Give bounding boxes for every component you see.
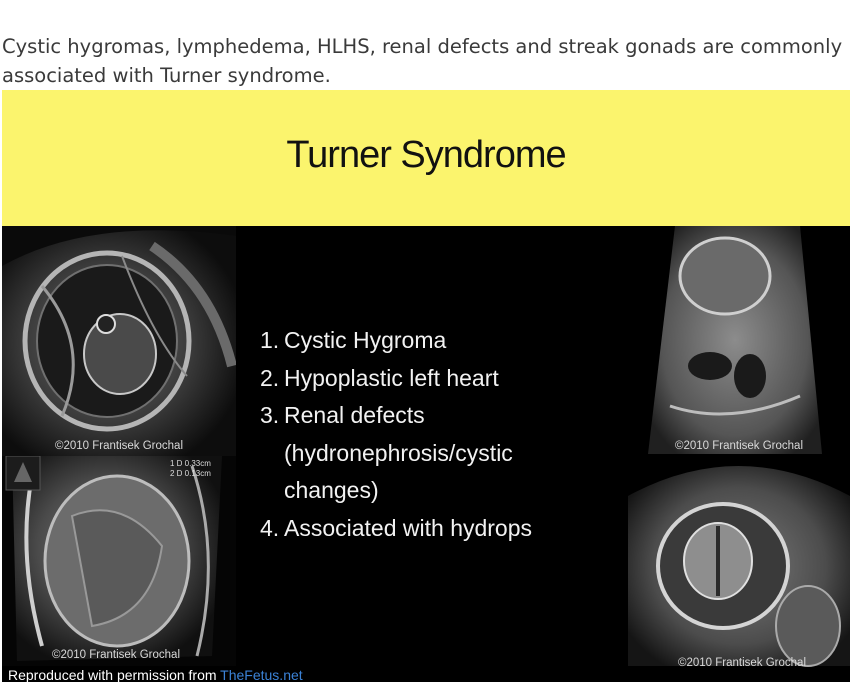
slide-header-bar bbox=[2, 90, 850, 226]
slide-title: Turner Syndrome bbox=[286, 134, 566, 176]
copyright-label: ©2010 Frantisek Grochal bbox=[675, 440, 804, 452]
thefetus-link[interactable]: TheFetus.net bbox=[220, 667, 303, 682]
article-caption: Cystic hygromas, lymphedema, HLHS, renal defects and streak gonads are commonly associated with Turner syndrome. bbox=[2, 34, 843, 87]
ultrasound-heart-image bbox=[2, 456, 236, 666]
copyright-label: ©2010 Frantisek Grochal bbox=[52, 649, 181, 661]
permission-credit bbox=[8, 667, 303, 682]
finding-item: 4. Associated with hydrops bbox=[260, 514, 533, 541]
measurement-1-label: 1 D 0.33cm bbox=[170, 459, 211, 468]
ultrasound-cystic-hygroma-image bbox=[2, 226, 236, 456]
turner-syndrome-slide bbox=[2, 90, 850, 682]
finding-item: 2. Hypoplastic left heart bbox=[260, 364, 499, 391]
copyright-label: ©2010 Frantisek Grochal bbox=[55, 440, 184, 452]
copyright-label: ©2010 Frantisek Grochal bbox=[678, 657, 807, 669]
finding-item: 3. Renal defects (hydronephrosis/cystic changes) bbox=[260, 402, 513, 504]
ultrasound-fetal-heart-image bbox=[628, 456, 850, 670]
findings-list bbox=[260, 322, 590, 548]
credit-text: Reproduced with permission from bbox=[8, 667, 217, 682]
finding-item: 1. Cystic Hygroma bbox=[260, 327, 447, 353]
ultrasound-renal-image bbox=[630, 226, 822, 454]
measurement-2-label: 2 D 0.13cm bbox=[170, 469, 211, 478]
